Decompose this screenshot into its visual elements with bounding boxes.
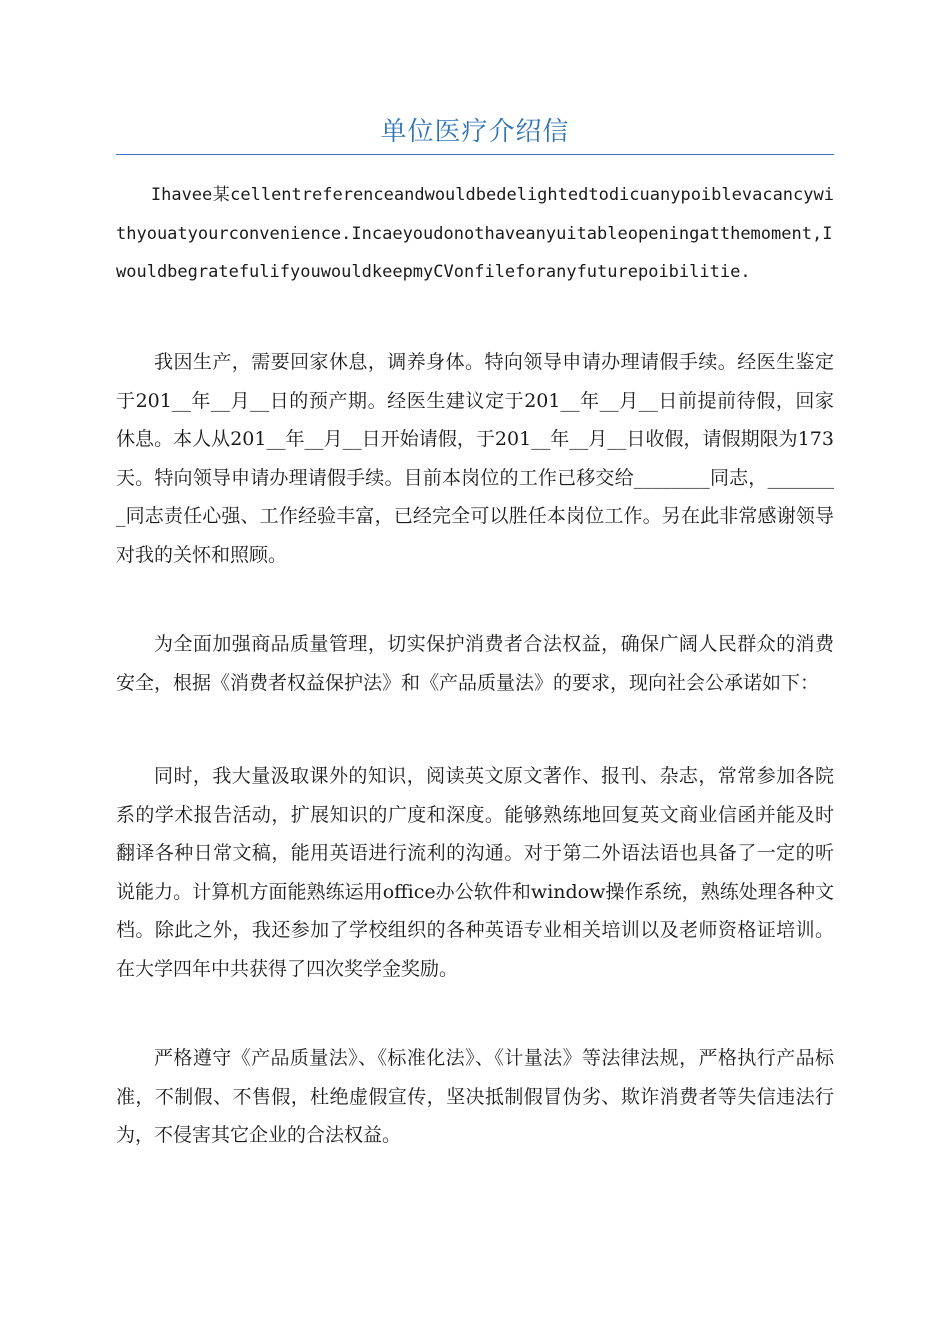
paragraph-leave-request: 我因生产，需要回家休息，调养身体。特向领导申请办理请假手续。经医生鉴定于201__年__月__日的预产期。经医生建议定于201__年__月__日前提前待假，回家休息。本人从201__年__月__日开始请假，于201__年__月__日收假，请假期限为173天。特向领导申请办理请假手续。目前本岗位的工作已移交给________同志，________同志责任心强、工作经验丰富，已经完全可以胜任本岗位工作。另在此非常感谢领导对我的关怀和照顾。 — [116, 351, 834, 566]
paragraph-skills: 同时，我大量汲取课外的知识，阅读英文原文著作、报刊、杂志，常常参加各院系的学术报告活动，扩展知识的广度和深度。能够熟练地回复英文商业信函并能及时翻译各种日常文稿，能用英语进行流利的沟通。对于第二外语法语也具备了一定的听说能力。计算机方面能熟练运用office办公软件和window操作系统，熟练处理各种文档。除此之外，我还参加了学校组织的各种英语专业相关培训以及老师资格证培训。在大学四年中共获得了四次奖学金奖励。 — [116, 765, 834, 980]
title-underline — [116, 154, 834, 155]
paragraph-quality-commitment: 为全面加强商品质量管理，切实保护消费者合法权益，确保广阔人民群众的消费安全，根据《消费者权益保护法》和《产品质量法》的要求，现向社会公承诺如下： — [116, 633, 834, 694]
paragraph-english: Ihavee某cellentreferenceandwouldbedelightedtodicuanypoiblevacancywithyouatyourconvenience.Incaeyoudonothaveanyuitableopeningatthemoment,IwouldbegratefulifyouwouldkeepmyCVonfileforanyfuturepoibilitie. — [116, 185, 834, 282]
paragraph-compliance: 严格遵守《产品质量法》、《标准化法》、《计量法》等法律法规，严格执行产品标准，不制假、不售假，杜绝虚假宣传，坚决抵制假冒伪劣、欺诈消费者等失信违法行为，不侵害其它企业的合法权益。 — [116, 1047, 834, 1146]
document-title: 单位医疗介绍信 — [380, 117, 570, 147]
